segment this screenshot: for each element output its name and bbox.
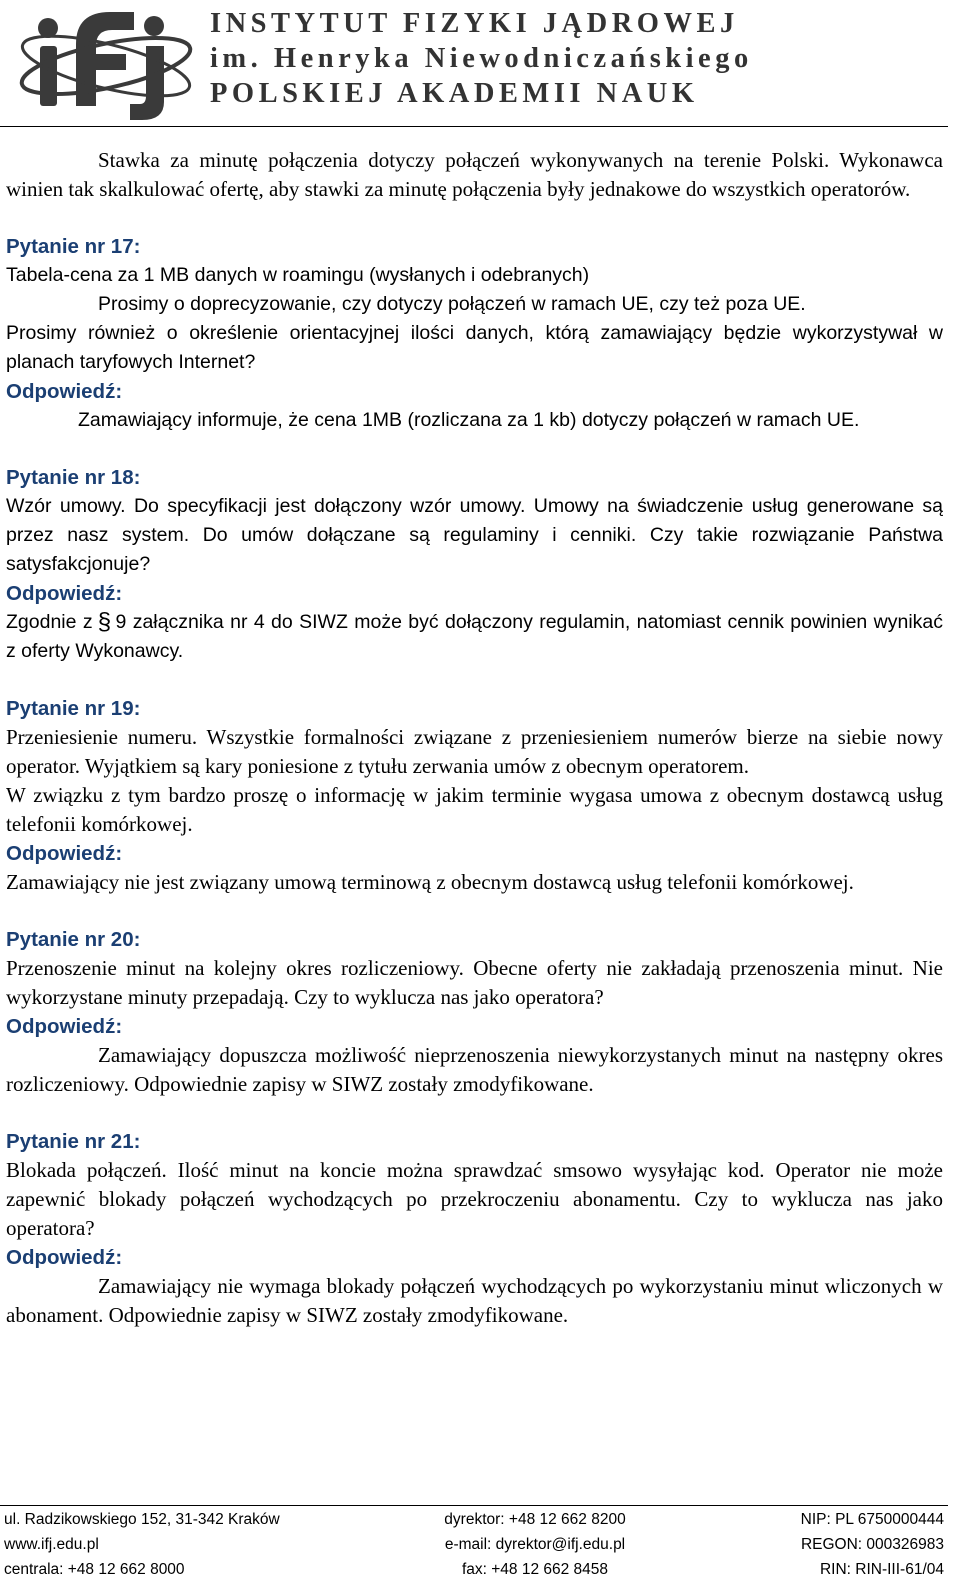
question-21-title: Pytanie nr 21: <box>6 1130 141 1153</box>
question-19-text-1: Przeniesienie numeru. Wszystkie formalności związane z przeniesieniem numerów bierze na siebie nowy operator. Wyjątkiem są kary poniesione z tytułu zerwania umów z obecnym operatorem. <box>6 725 943 778</box>
footer-left <box>4 1507 280 1582</box>
footer-address: ul. Radzikowskiego 152, 31-342 Kraków <box>4 1511 280 1528</box>
footer-director-phone: dyrektor: +48 12 662 8200 <box>444 1511 626 1528</box>
institute-line-2: im. Henryka Niewodniczańskiego <box>210 43 753 74</box>
institute-line-3: POLSKIEJ AKADEMII NAUK <box>210 78 699 109</box>
footer-rule <box>0 1505 948 1506</box>
answer-21-text: Zamawiający nie wymaga blokady połączeń wychodzących po wykorzystaniu minut wliczonych w abonament. Odpowiednie zapisy w SIWZ zostały zmodyfikowane. <box>6 1274 943 1327</box>
question-19-title: Pytanie nr 19: <box>6 697 141 720</box>
ifj-logo <box>14 4 194 120</box>
institute-line-1: INSTYTUT FIZYKI JĄDROWEJ <box>210 8 739 39</box>
intro-paragraph: Stawka za minutę połączenia dotyczy połączeń wykonywanych na terenie Polski. Wykonawca winien tak skalkulować ofertę, aby stawki za minutę połączenia były jednakowe do wszystkich operatorów. <box>6 148 943 201</box>
question-20-text: Przenoszenie minut na kolejny okres rozliczeniowy. Obecne oferty nie zakładają przenoszenia minut. Nie wykorzystane minuty przepadają. Czy to wyklucza nas jako operatora? <box>6 956 943 1009</box>
footer-middle <box>420 1507 650 1582</box>
institute-name <box>210 6 950 111</box>
letterhead <box>0 0 960 128</box>
question-18-title: Pytanie nr 18: <box>6 466 141 489</box>
footer-regon: REGON: 000326983 <box>800 1536 944 1553</box>
question-17-line-3: Prosimy również o określenie orientacyjnej ilości danych, którą zamawiający będzie wykorzystywał w planach taryfowych Internet? <box>6 322 943 373</box>
answer-20-label: Odpowiedź: <box>6 1015 123 1038</box>
footer-website[interactable]: www.ifj.edu.pl <box>4 1536 99 1553</box>
answer-18-post: 9 załącznika nr 4 do SIWZ może być dołączony regulamin, natomiast cennik powinien wynikać z oferty Wykonawcy. <box>6 611 943 662</box>
question-17-line-1: Tabela-cena za 1 MB danych w roamingu (wysłanych i odebranych) <box>6 264 590 286</box>
answer-18-text <box>6 608 943 666</box>
question-18-text: Wzór umowy. Do specyfikacji jest dołączony wzór umowy. Umowy na świadczenie usług generowane są przez nasz system. Do umów dołączane są regulaminy i cenniki. Czy takie rozwiązanie Państwa satysfakcjonuje? <box>6 495 943 575</box>
answer-18-label: Odpowiedź: <box>6 582 123 605</box>
answer-19-text: Zamawiający nie jest związany umową terminową z obecnym dostawcą usług telefonii komórkowej. <box>6 870 854 894</box>
footer-email[interactable]: e-mail: dyrektor@ifj.edu.pl <box>444 1536 626 1553</box>
footer-fax: fax: +48 12 662 8458 <box>461 1561 609 1578</box>
answer-19-label: Odpowiedź: <box>6 842 123 865</box>
question-17-line-2: Prosimy o doprecyzowanie, czy dotyczy połączeń w ramach UE, czy też poza UE. <box>98 293 806 315</box>
answer-17-label: Odpowiedź: <box>6 380 123 403</box>
footer-rin: RIN: RIN-III-61/04 <box>819 1561 944 1578</box>
question-17-title: Pytanie nr 17: <box>6 235 141 258</box>
footer <box>0 1507 948 1587</box>
answer-18-pre: Zgodnie z <box>6 611 93 633</box>
footer-nip: NIP: PL 6750000444 <box>800 1511 944 1528</box>
section-sign: § <box>97 608 111 636</box>
question-21-text: Blokada połączeń. Ilość minut na koncie można sprawdzać smsowo wysyłając kod. Operator nie może zapewnić blokady połączeń wychodzących po przekroczeniu abonamentu. Czy to wyklucza nas jako operatora? <box>6 1158 943 1240</box>
answer-20-text: Zamawiający dopuszcza możliwość nieprzenoszenia niewykorzystanych minut na następny okres rozliczeniowy. Odpowiednie zapisy w SIWZ zostały zmodyfikowane. <box>6 1043 943 1096</box>
question-20-title: Pytanie nr 20: <box>6 928 141 951</box>
footer-right <box>801 1507 944 1582</box>
header-rule <box>0 126 948 127</box>
answer-17-text: Zamawiający informuje, że cena 1MB (rozliczana za 1 kb) dotyczy połączeń w ramach UE. <box>78 409 860 431</box>
answer-21-label: Odpowiedź: <box>6 1246 123 1269</box>
footer-central-phone: centrala: +48 12 662 8000 <box>4 1561 185 1578</box>
question-19-text-2: W związku z tym bardzo proszę o informację w jakim terminie wygasa umowa z obecnym dostawcą usług telefonii komórkowej. <box>6 783 943 836</box>
document-body <box>6 146 943 1330</box>
